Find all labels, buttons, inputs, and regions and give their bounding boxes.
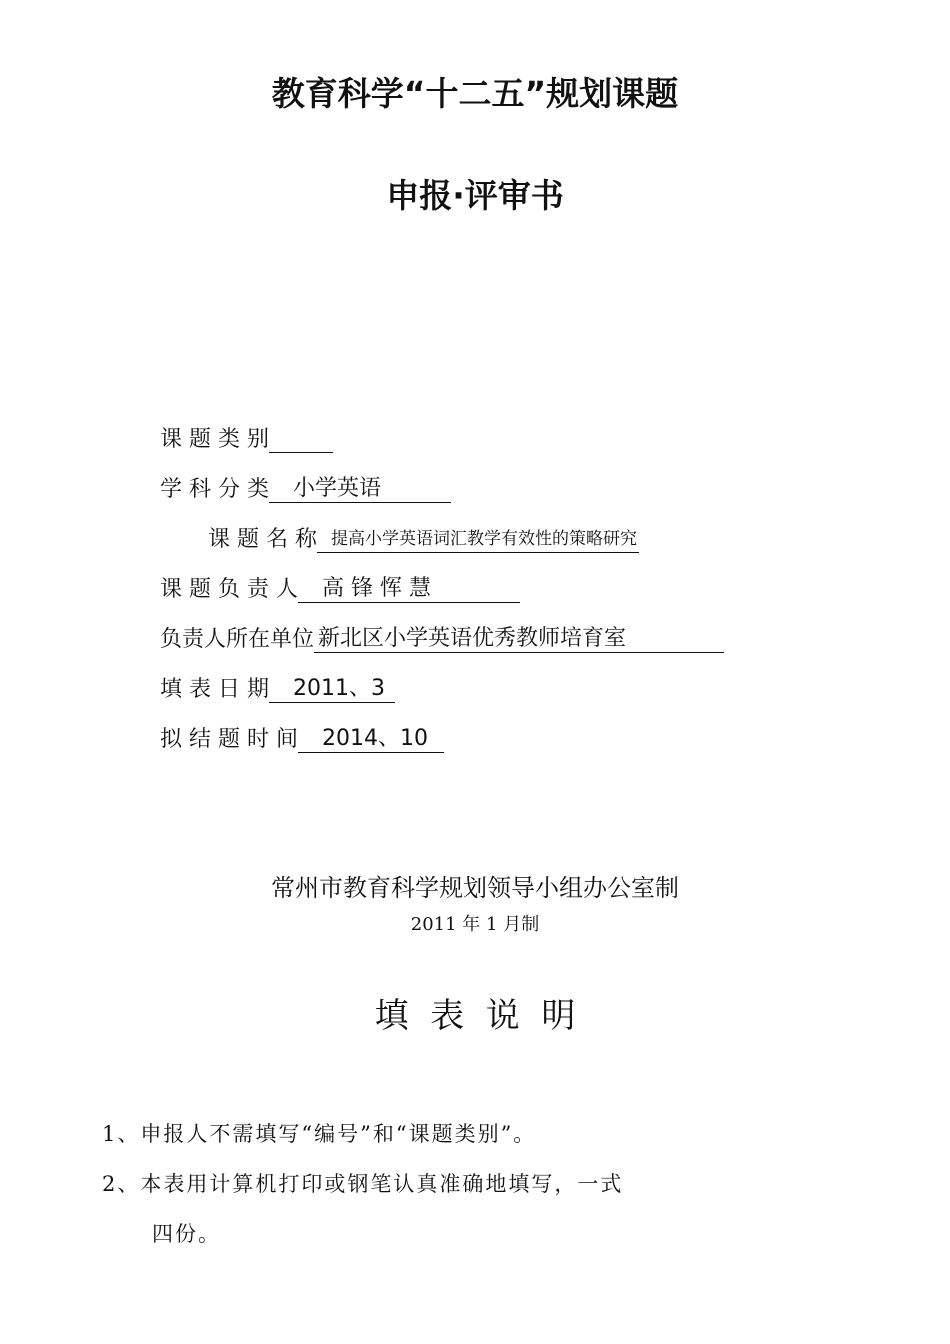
form-row-subject [160,472,451,503]
issue-date-text: 2011 年 1 月制 [410,914,540,935]
document-subtitle: 申报·评审书 [386,176,564,215]
unit-label: 负责人所在单位 [160,627,315,652]
instructions-heading: 填 表 说 明 [374,996,576,1036]
instruction-item-2-cont: 四份。 [152,1222,221,1246]
end-date-field[interactable]: 2014、10 [298,726,444,753]
end-date-label: 拟 结 题 时 间 [160,727,298,752]
category-label: 课 题 类 别 [160,427,269,452]
document-title: 教育科学“十二五”规划课题 [271,74,679,113]
form-row-end-date [160,722,444,753]
project-name-field[interactable]: 提高小学英语词汇教学有效性的策略研究 [317,526,639,553]
subject-field[interactable]: 小学英语 [269,476,451,503]
unit-field[interactable]: 新北区小学英语优秀教师培育室 [314,626,724,653]
form-row-fill-date [160,672,395,703]
instruction-item-1: 1、申报人不需填写“编号”和“课题类别”。 [102,1122,537,1146]
fill-date-label: 填 表 日 期 [160,677,269,702]
subject-label: 学 科 分 类 [160,477,269,502]
leader-field[interactable]: 高 锋 恽 慧 [298,576,520,603]
leader-label: 课 题 负 责 人 [160,577,298,602]
category-field[interactable] [269,452,333,453]
issuer-text: 常州市教育科学规划领导小组办公室制 [271,874,679,902]
project-name-label: 课 题 名 称 [208,527,317,552]
form-row-category [160,422,333,453]
fill-date-field[interactable]: 2011、3 [269,676,395,703]
instruction-item-2: 2、本表用计算机打印或钢笔认真准确地填写，一式 [102,1172,624,1196]
form-row-project-name [208,522,639,553]
form-row-leader [160,572,520,603]
form-row-unit [160,622,724,653]
